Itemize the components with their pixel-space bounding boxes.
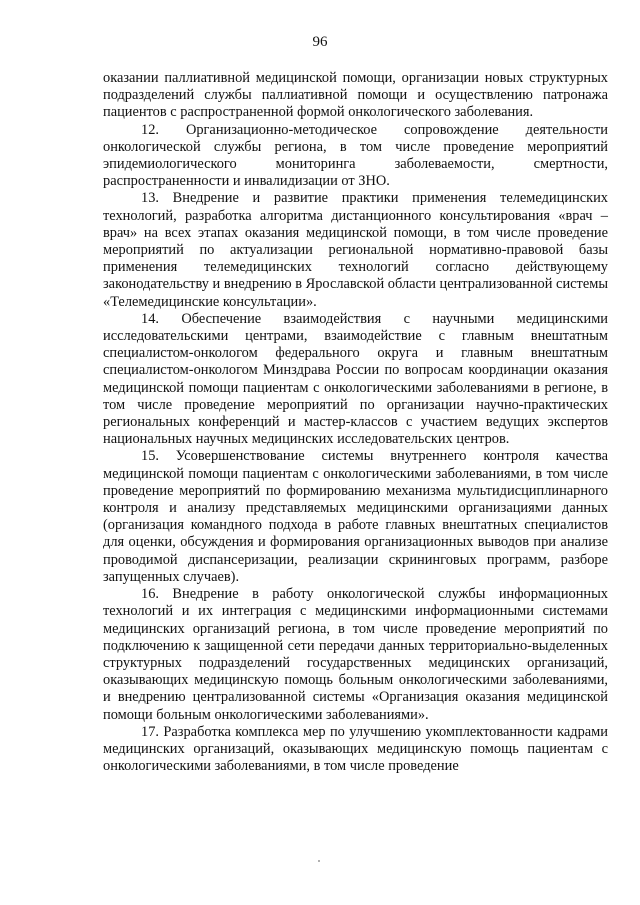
paragraph-item-16: 16. Внедрение в работу онкологической службы информационных технологий и их интеграция с медицинскими информационными системами медицинских организаций региона, в том числе проведение мероприятий по подключению к защищенной сети передачи данных территориально-выделенных структурных подразделений государственных медицинских организаций, оказывающих медицинскую помощь больным онкологическими заболеваниями, и внедрению централизованной системы «Организация оказания медицинской помощи больным онкологическими заболеваниями». xyxy=(103,586,608,723)
paragraph-item-13: 13. Внедрение и развитие практики применения телемедицинских технологий, разработка алгоритма дистанционного консультирования «врач – врач» на всех этапах оказания медицинской помощи, в том числе проведение мероприятий по актуализации региональной нормативно-правовой базы применения телемедицинских технологий согласно действующему законодательству и внедрению в Ярославской области централизованной системы «Телемедицинские консультации». xyxy=(103,190,608,310)
paragraph-item-15: 15. Усовершенствование системы внутреннего контроля качества медицинской помощи пациентам с онкологическими заболеваниями, в том числе проведение мероприятий по формированию механизма мультидисциплинарного контроля и анализу представляемых медицинскими организациями данных (организация командного подхода в работе главных внештатных специалистов для оценки, обсуждения и формирования организационных выводов при анализе проводимой диспансеризации, реализации скрининговых программ, разборе запущенных случаев). xyxy=(103,448,608,585)
document-body xyxy=(103,70,608,775)
paragraph-item-17: 17. Разработка комплекса мер по улучшению укомплектованности кадрами медицинских организаций, оказывающих медицинскую помощь пациентам с онкологическими заболеваниями, в том числе проведение xyxy=(103,723,608,775)
paragraph-item-12: 12. Организационно-методическое сопровождение деятельности онкологической службы региона, в том числе проведение мероприятий эпидемиологического мониторинга заболеваемости, смертности, распространенности и инвалидизации от ЗНО. xyxy=(103,121,608,190)
page-number: 96 xyxy=(312,34,328,50)
scan-speck xyxy=(318,860,320,862)
paragraph-item-14: 14. Обеспечение взаимодействия с научными медицинскими исследовательскими центрами, взаимодействие с главным внештатным специалистом-онкологом федерального округа и главным внештатным специалистом-онкологом Минздрава России по вопросам координации оказания медицинской помощи пациентам с онкологическими заболеваниями в регионе, в том числе проведение мероприятий по организации научно-практических региональных конференций и мастер-классов с участием ведущих экспертов национальных научных медицинских исследовательских центров. xyxy=(103,310,608,448)
paragraph-continuation: оказании паллиативной медицинской помощи, организации новых структурных подразделений службы паллиативной помощи и осуществлению патронажа пациентов с распространенной формой онкологического заболевания. xyxy=(103,70,608,121)
